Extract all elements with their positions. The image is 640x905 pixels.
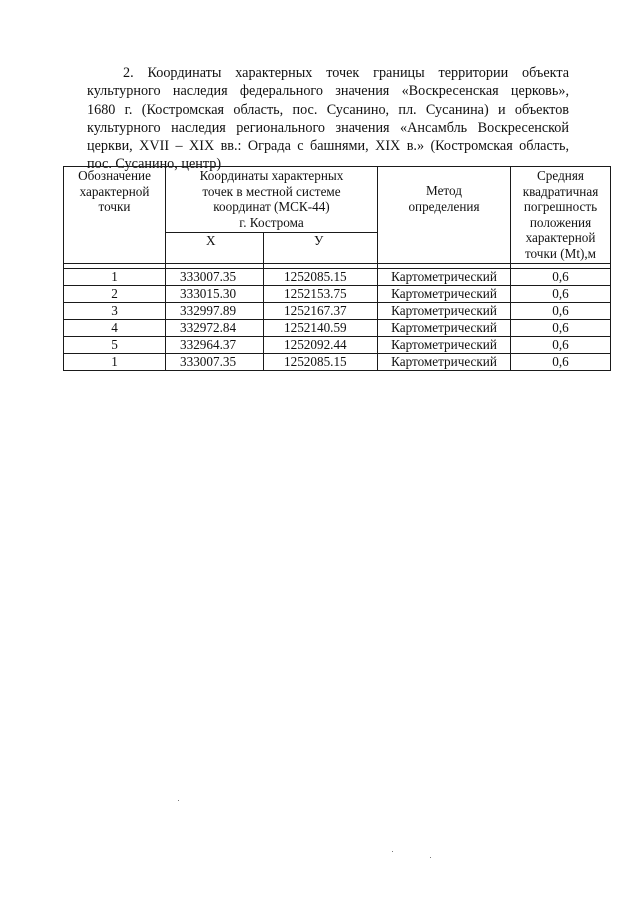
y-cell: 1252153.75 — [264, 285, 378, 302]
header-text-line: точек в местной системе — [202, 183, 341, 199]
error-cell: 0,6 — [511, 268, 611, 285]
method-cell: Картометрический — [378, 319, 511, 336]
intro-paragraph — [87, 64, 569, 174]
table-row — [64, 285, 611, 302]
header-text-line: г. Кострома — [239, 214, 304, 230]
x-cell: 333007.35 — [166, 268, 264, 285]
table-row — [64, 268, 611, 285]
error-cell: 0,6 — [511, 285, 611, 302]
intro-line: 2. Координаты характерных точек границы территории объекта — [123, 65, 569, 81]
point-cell: 2 — [64, 285, 166, 302]
table-row — [64, 336, 611, 353]
header-text-line: Координаты характерных — [199, 168, 344, 183]
header-text-line: определения — [408, 198, 480, 214]
x-cell: 332997.89 — [166, 302, 264, 319]
x-cell: 333015.30 — [166, 285, 264, 302]
method-cell: Картометрический — [378, 353, 511, 370]
header-text-line: точки — [98, 199, 131, 215]
header-x: X — [166, 232, 264, 263]
error-cell: 0,6 — [511, 336, 611, 353]
header-method — [378, 167, 511, 264]
header-point-designation — [64, 167, 166, 264]
method-cell: Картометрический — [378, 336, 511, 353]
x-cell: 332964.37 — [166, 336, 264, 353]
header-text-line: координат (МСК-44) — [213, 199, 330, 215]
x-cell: 332972.84 — [166, 319, 264, 336]
header-text-line: квадратичная — [522, 183, 599, 199]
intro-line: церкви, XVII – XIX вв.: Ограда с башнями, XIX в.» (Костромская область, — [87, 138, 569, 155]
method-cell: Картометрический — [378, 285, 511, 302]
scan-speck — [430, 857, 431, 858]
table-row — [64, 302, 611, 319]
point-cell: 4 — [64, 319, 166, 336]
header-text-line: Метод — [426, 183, 462, 198]
method-cell: Картометрический — [378, 302, 511, 319]
header-text-line: Обозначение — [78, 168, 151, 183]
coordinates-table — [63, 166, 611, 371]
error-cell: 0,6 — [511, 319, 611, 336]
intro-line: культурного наследия регионального значения «Ансамбль Воскресенской — [87, 119, 569, 136]
point-cell: 1 — [64, 268, 166, 285]
table-row — [64, 353, 611, 370]
header-text-line: характерной — [525, 230, 596, 246]
x-cell: 333007.35 — [166, 353, 264, 370]
y-cell: 1252092.44 — [264, 336, 378, 353]
method-cell: Картометрический — [378, 268, 511, 285]
y-cell: 1252085.15 — [264, 353, 378, 370]
header-coordinates — [166, 167, 378, 233]
point-cell: 5 — [64, 336, 166, 353]
intro-line: культурного наследия федерального значения «Воскресенская церковь», — [87, 83, 569, 100]
table-row — [64, 319, 611, 336]
scan-speck — [178, 800, 179, 801]
intro-line: 1680 г. (Костромская область, пос. Сусанино, пл. Сусанина) и объектов — [87, 101, 569, 118]
y-cell: 1252167.37 — [264, 302, 378, 319]
header-text-line: положения — [529, 214, 592, 230]
header-text-line: характерной — [79, 183, 150, 199]
header-mean-error — [511, 167, 611, 264]
error-cell: 0,6 — [511, 353, 611, 370]
header-text-line: точки (Mt),м — [524, 245, 597, 261]
intro-line: пос. Сусанино, центр) — [87, 156, 222, 173]
header-text-line: погрешность — [523, 199, 598, 215]
y-cell: 1252085.15 — [264, 268, 378, 285]
error-cell: 0,6 — [511, 302, 611, 319]
header-text-line: Средняя — [537, 168, 584, 183]
point-cell: 3 — [64, 302, 166, 319]
y-cell: 1252140.59 — [264, 319, 378, 336]
header-y: У — [264, 232, 378, 263]
point-cell: 1 — [64, 353, 166, 370]
scan-speck — [392, 851, 393, 852]
